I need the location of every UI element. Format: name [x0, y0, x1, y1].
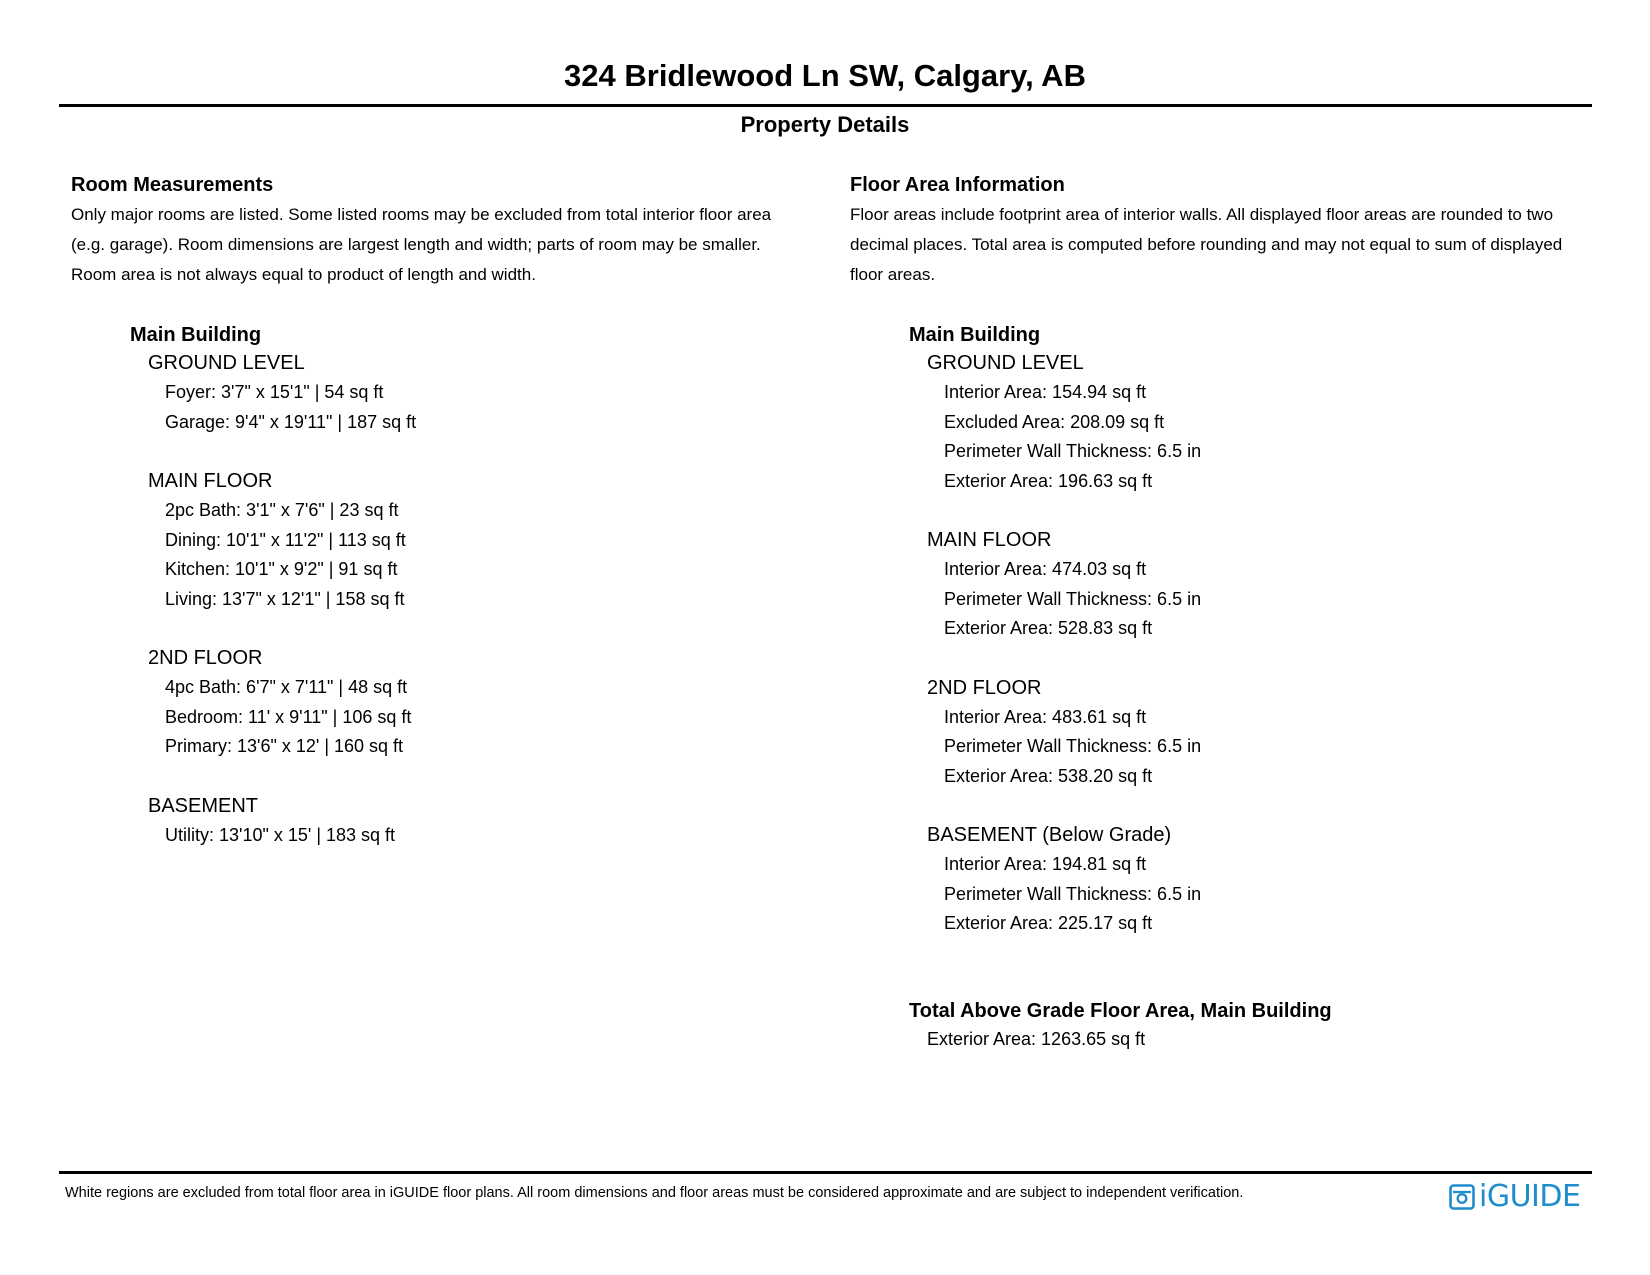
area-item: Interior Area: 194.81 sq ft — [944, 854, 1147, 874]
level-title: BASEMENT — [148, 794, 259, 817]
total-area-block — [909, 998, 1332, 1054]
level-ground — [148, 348, 811, 437]
header-divider — [59, 104, 1592, 107]
total-area-title: Total Above Grade Floor Area, Main Building — [909, 1000, 1332, 1022]
floor-area-description — [850, 200, 1610, 290]
description-line: Only major rooms are listed. Some listed rooms may be excluded from total interior floor area — [71, 205, 772, 224]
building-title: Main Building — [130, 324, 262, 346]
room-measurements-description — [71, 200, 811, 290]
document-title: 324 Bridlewood Ln SW, Calgary, AB — [564, 58, 1086, 93]
total-area-value: Exterior Area: 1263.65 sq ft — [927, 1029, 1146, 1049]
level-main-floor — [148, 466, 811, 614]
level-main-floor — [927, 525, 1610, 644]
level-title: 2ND FLOOR — [927, 676, 1042, 699]
iguide-logo-icon — [1449, 1184, 1475, 1210]
description-line: Floor areas include footprint area of interior walls. All displayed floor areas are rounded to two — [850, 205, 1554, 224]
area-item: Perimeter Wall Thickness: 6.5 in — [944, 883, 1202, 904]
room-measurements-section — [71, 172, 811, 850]
area-item: Exterior Area: 538.20 sq ft — [944, 765, 1153, 786]
room-item: Utility: 13'10" x 15' | 183 sq ft — [165, 824, 396, 845]
level-title: GROUND LEVEL — [148, 352, 305, 374]
level-title: BASEMENT (Below Grade) — [927, 824, 1172, 846]
floor-area-heading: Floor Area Information — [850, 174, 1065, 196]
room-item: Garage: 9'4" x 19'11" | 187 sq ft — [165, 411, 417, 432]
level-ground — [927, 348, 1610, 496]
iguide-logo-text: iGUIDE — [1479, 1179, 1581, 1214]
room-item: Kitchen: 10'1" x 9'2" | 91 sq ft — [165, 559, 398, 579]
description-line: (e.g. garage). Room dimensions are largest length and width; parts of room may be smaller. — [71, 235, 761, 254]
level-title: GROUND LEVEL — [927, 352, 1084, 374]
area-item: Exterior Area: 225.17 sq ft — [944, 913, 1153, 933]
area-item: Exterior Area: 528.83 sq ft — [944, 618, 1153, 638]
level-2nd-floor — [148, 643, 811, 762]
room-building-block — [130, 322, 811, 850]
area-item: Perimeter Wall Thickness: 6.5 in — [944, 441, 1202, 461]
level-basement — [148, 791, 811, 851]
level-2nd-floor — [927, 673, 1610, 792]
building-title: Main Building — [909, 324, 1041, 346]
document-subtitle: Property Details — [740, 112, 910, 137]
room-item: Foyer: 3'7" x 15'1" | 54 sq ft — [165, 382, 384, 402]
floor-area-building-block — [909, 322, 1610, 939]
description-line: Room area is not always equal to product of length and width. — [71, 265, 536, 284]
level-title: 2ND FLOOR — [148, 647, 263, 669]
area-item: Perimeter Wall Thickness: 6.5 in — [944, 588, 1202, 609]
iguide-logo — [1449, 1179, 1580, 1215]
description-line: decimal places. Total area is computed before rounding and may not equal to sum of displayed — [850, 235, 1563, 254]
description-line: floor areas. — [850, 265, 936, 284]
area-item: Interior Area: 154.94 sq ft — [944, 382, 1147, 402]
footer-note: White regions are excluded from total floor area in iGUIDE floor plans. All room dimensions and floor areas must be considered approximate and are subject to independent verification. — [65, 1185, 1244, 1201]
area-item: Perimeter Wall Thickness: 6.5 in — [944, 736, 1202, 756]
footer-divider — [59, 1171, 1592, 1174]
floor-area-section — [850, 172, 1610, 939]
level-title: MAIN FLOOR — [927, 529, 1052, 551]
level-title: MAIN FLOOR — [148, 470, 273, 492]
area-item: Interior Area: 483.61 sq ft — [944, 706, 1147, 727]
room-item: Primary: 13'6" x 12' | 160 sq ft — [165, 736, 404, 756]
room-item: Living: 13'7" x 12'1" | 158 sq ft — [165, 588, 405, 609]
level-basement — [927, 820, 1610, 939]
room-measurements-heading: Room Measurements — [71, 174, 274, 196]
area-item: Interior Area: 474.03 sq ft — [944, 559, 1147, 579]
area-item: Exterior Area: 196.63 sq ft — [944, 470, 1153, 491]
room-item: Dining: 10'1" x 11'2" | 113 sq ft — [165, 529, 406, 550]
area-item: Excluded Area: 208.09 sq ft — [944, 411, 1165, 432]
room-item: 2pc Bath: 3'1" x 7'6" | 23 sq ft — [165, 500, 399, 520]
room-item: 4pc Bath: 6'7" x 7'11" | 48 sq ft — [165, 677, 408, 697]
room-item: Bedroom: 11' x 9'11" | 106 sq ft — [165, 706, 412, 727]
